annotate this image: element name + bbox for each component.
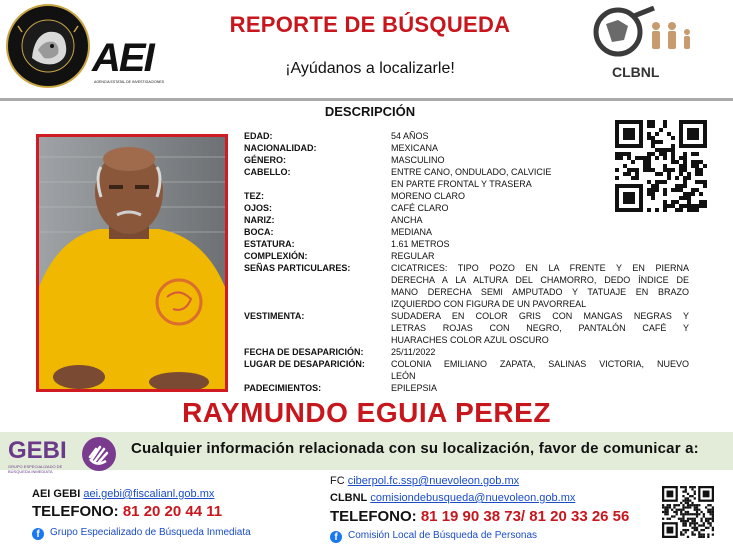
qr-code-bottom[interactable]	[662, 486, 714, 538]
field-value	[391, 214, 689, 226]
field-label: NACIONALIDAD:	[244, 143, 317, 153]
field-value-line: MANO DERECHA SEMI AMPUTADO Y TATUAJE EN BRAZO	[391, 287, 689, 297]
magnifier-family-icon	[588, 6, 708, 66]
qr-code-icon	[615, 120, 707, 212]
clbnl-facebook-link[interactable]	[330, 530, 537, 543]
description-heading: DESCRIPCIÓN	[324, 104, 416, 119]
field-value-line: MEDIANA	[391, 227, 433, 237]
aei-gebi-email-link[interactable]: aei.gebi@fiscalianl.gob.mx	[83, 488, 215, 500]
field-label: PADECIMIENTOS:	[244, 383, 322, 393]
field-value-line: DERECHA A LA ALTURA DEL CHAMORRO, DEDO ÍNDICE DE	[391, 275, 689, 285]
field-label: VESTIMENTA:	[244, 311, 305, 321]
aei-gebi-phone-label: TELEFONO:	[32, 503, 119, 520]
missing-person-name: RAYMUNDO EGUIA PEREZ	[182, 397, 551, 428]
field-label: COMPLEXIÓN:	[244, 251, 308, 261]
field-value-line: 1.61 METROS	[391, 239, 450, 249]
field-label: BOCA:	[244, 227, 274, 237]
field-value-line: COLONIA EMILIANO ZAPATA, SALINAS VICTORIA, NUEVO	[391, 359, 689, 369]
field-value-line: 25/11/2022	[391, 347, 436, 357]
field-value-line: EN PARTE FRONTAL Y TRASERA	[391, 179, 532, 189]
field-value-line: EPILEPSIA	[391, 383, 438, 393]
aei-logo-text: AEI	[92, 36, 153, 80]
field-label: GÉNERO:	[244, 155, 287, 165]
gebi-logo-text: GEBI	[8, 437, 67, 464]
aei-logo-subtitle: AGENCIA ESTATAL DE INVESTIGACIONES	[94, 80, 165, 84]
field-value-line: MASCULINO	[391, 155, 445, 165]
gebi-logo-subtitle: GRUPO ESPECIALIZADO DE BÚSQUEDA INMEDIATA	[8, 464, 63, 474]
field-value-line: MORENO CLARO	[391, 191, 466, 201]
header-divider	[0, 98, 733, 101]
lion-icon	[8, 6, 88, 86]
field-value	[391, 226, 689, 238]
field-value-line: CICATRICES: TIPO POZO EN LA FRENTE Y EN PIERNA	[391, 263, 689, 273]
gebi-logo	[8, 437, 120, 477]
fc-label: FC	[330, 475, 345, 487]
field-value	[391, 382, 689, 394]
field-value-line: 54 AÑOS	[391, 131, 429, 141]
field-value	[391, 310, 689, 346]
clbnl-logo-text: CLBNL	[612, 64, 660, 80]
facebook-icon: f	[32, 528, 44, 540]
aei-logo	[92, 36, 172, 88]
field-value-line: CAFÉ CLARO	[391, 203, 449, 213]
fiscalia-seal-logo	[6, 4, 90, 88]
aei-gebi-phone-line	[32, 503, 222, 520]
field-label: EDAD:	[244, 131, 273, 141]
field-value-line: SUDADERA EN COLOR GRIS CON MANGAS NEGRAS Y	[391, 311, 689, 321]
field-value-line: HUARACHES COLOR AZUL OSCURO	[391, 335, 549, 345]
field-value-line: IZQUIERDO CON FIGURA DE UN PAVORREAL	[391, 299, 587, 309]
field-label: NARIZ:	[244, 215, 275, 225]
facebook-icon: f	[330, 531, 342, 543]
field-value-line: LETRAS ROJAS CON NEGRO, PANTALÓN CAFÉ Y	[391, 323, 689, 333]
field-value	[391, 262, 689, 310]
field-label: TEZ:	[244, 191, 264, 201]
field-label: SEÑAS PARTICULARES:	[244, 263, 351, 273]
field-value-line: LEÓN	[391, 371, 416, 381]
aei-gebi-email-line	[32, 488, 214, 500]
page-title: REPORTE DE BÚSQUEDA	[229, 12, 511, 37]
field-value-line: REGULAR	[391, 251, 435, 261]
field-label: FECHA DE DESAPARICIÓN:	[244, 347, 364, 357]
field-label: LUGAR DE DESAPARICIÓN:	[244, 359, 365, 369]
field-value-line: MEXICANA	[391, 143, 439, 153]
hand-icon	[82, 437, 116, 471]
field-label: CABELLO:	[244, 167, 291, 177]
qr-code-icon	[662, 486, 714, 538]
field-value-line: ENTRE CANO, ONDULADO, CALVICIE	[391, 167, 552, 177]
aei-gebi-phone-number[interactable]: 81 20 20 44 11	[122, 503, 223, 520]
fc-email-link[interactable]: ciberpol.fc.ssp@nuevoleon.gob.mx	[347, 475, 520, 487]
field-value	[391, 346, 689, 358]
page-subtitle: ¡Ayúdanos a localizarle!	[285, 60, 455, 77]
aei-gebi-label: AEI GEBI	[32, 488, 81, 500]
field-value	[391, 250, 689, 262]
field-label: OJOS:	[244, 203, 273, 213]
field-value	[391, 238, 689, 250]
missing-person-photo	[36, 134, 228, 392]
qr-code[interactable]	[615, 120, 707, 212]
clbnl-facebook-text: Comisión Local de Búsqueda de Personas	[348, 530, 538, 541]
clbnl-label: CLBNL	[330, 492, 368, 504]
contact-message: Cualquier información relacionada con su localización, favor de comunicar a:	[131, 440, 699, 457]
clbnl-phone-number[interactable]: 81 19 90 38 73/ 81 20 33 26 56	[420, 508, 630, 525]
clbnl-logo	[588, 6, 708, 92]
clbnl-email-link[interactable]: comisiondebusqueda@nuevoleon.gob.mx	[370, 492, 576, 504]
field-value-line: ANCHA	[391, 215, 423, 225]
clbnl-email-line	[330, 492, 575, 504]
field-value	[391, 358, 689, 382]
gebi-facebook-link[interactable]	[32, 527, 251, 540]
field-label: ESTATURA:	[244, 239, 295, 249]
person-photo-illustration	[39, 137, 225, 389]
gebi-facebook-text: Grupo Especializado de Búsqueda Inmediata	[50, 527, 251, 538]
clbnl-phone-label: TELEFONO:	[330, 508, 417, 525]
fc-email-line	[330, 475, 519, 487]
clbnl-phone-line	[330, 508, 629, 525]
